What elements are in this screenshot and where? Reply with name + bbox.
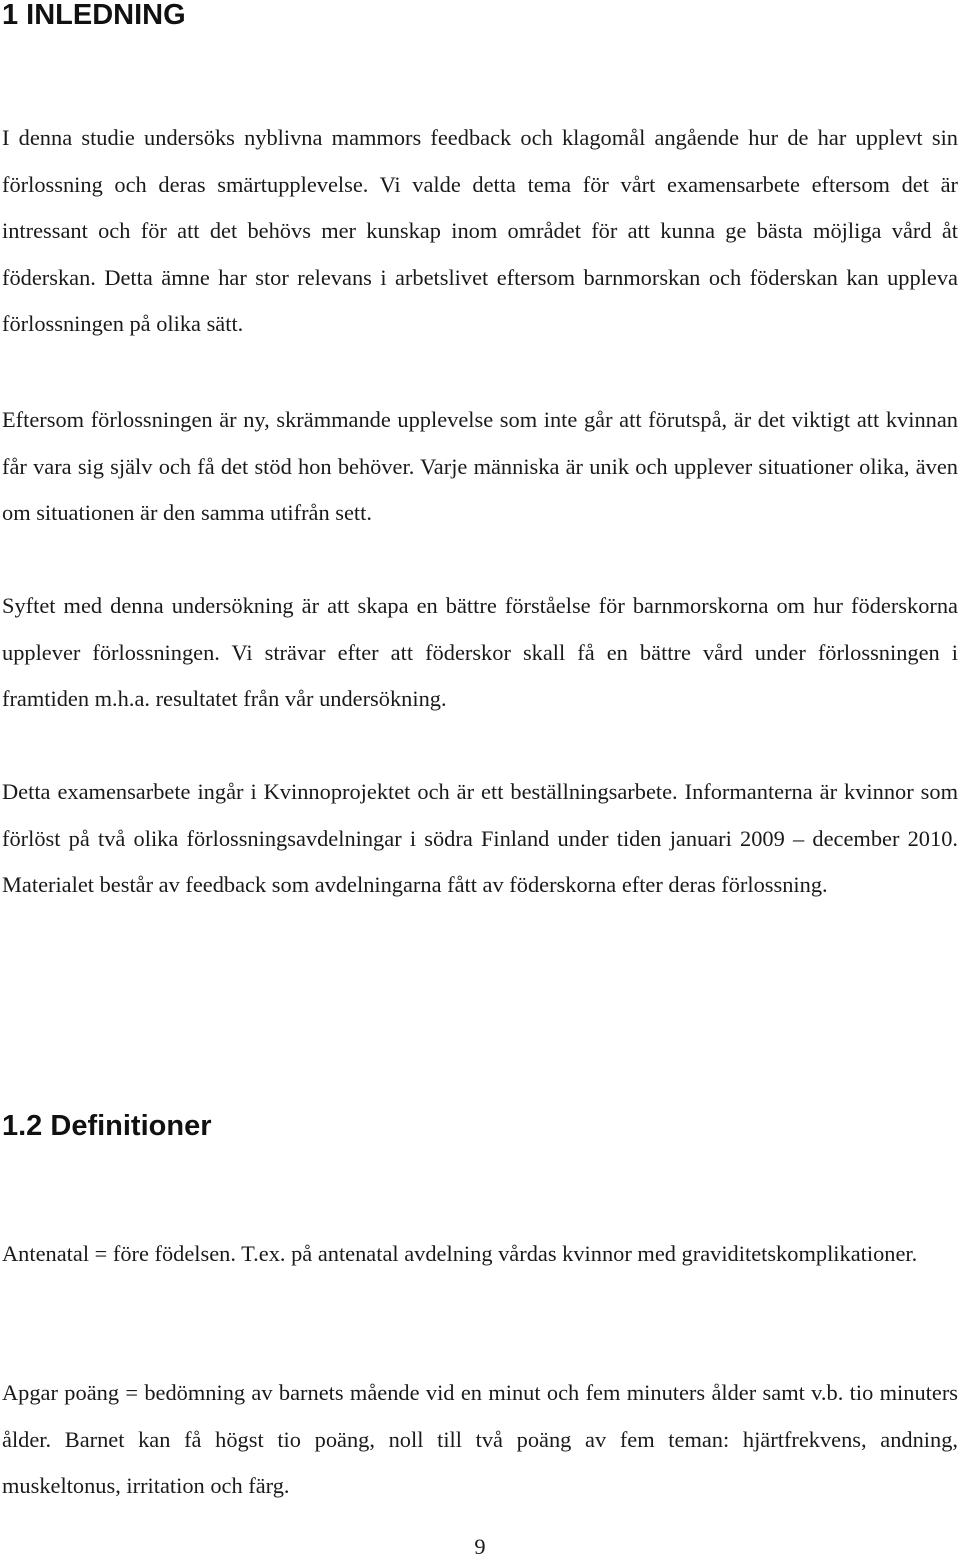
page-number: 9: [474, 1534, 486, 1559]
paragraph-purpose: Syftet med denna undersökning är att skapa en bättre förståelse för barnmorskorna om hur föderskorna upplever förlossningen. Vi strävar efter att föderskor skall få en bättre vård under förlossningen i framtiden m.h.a. resultatet från vår undersökning.: [2, 593, 958, 712]
paragraph-experience: Eftersom förlossningen är ny, skrämmande upplevelse som inte går att förutspå, är det viktigt att kvinnan får vara sig själv och få det stöd hon behöver. Varje människa är unik och upplever situationer olika, även om situationen är den samma utifrån sett.: [2, 407, 958, 526]
section-heading: 1.2 Definitioner: [2, 1110, 212, 1142]
definition-antenatal: Antenatal = före födelsen. T.ex. på antenatal avdelning vårdas kvinnor med graviditetskomplikationer.: [2, 1241, 918, 1266]
chapter-heading: 1 INLEDNING: [2, 0, 186, 31]
paragraph-intro: I denna studie undersöks nyblivna mammors feedback och klagomål angående hur de har upplevt sin förlossning och deras smärtupplevelse. Vi valde detta tema för vårt examensarbete eftersom det är intressant och för att det behövs mer kunskap inom området för att kunna ge bästa möjliga vård åt föderskan. Detta ämne har stor relevans i arbetslivet eftersom barnmorskan och föderskan kan uppleva förlossningen på olika sätt.: [2, 125, 958, 337]
definition-apgar: Apgar poäng = bedömning av barnets mående vid en minut och fem minuters ålder samt v.b. tio minuters ålder. Barnet kan få högst tio poäng, noll till två poäng av fem teman: hjärtfrekvens, andning, muskeltonus, irritation och färg.: [2, 1380, 958, 1499]
paragraph-project: Detta examensarbete ingår i Kvinnoprojektet och är ett beställningsarbete. Informanterna är kvinnor som förlöst på två olika förlossningsavdelningar i södra Finland under tiden januari 2009 – december 2010. Materialet består av feedback som avdelningarna fått av föderskorna efter deras förlossning.: [2, 779, 958, 898]
